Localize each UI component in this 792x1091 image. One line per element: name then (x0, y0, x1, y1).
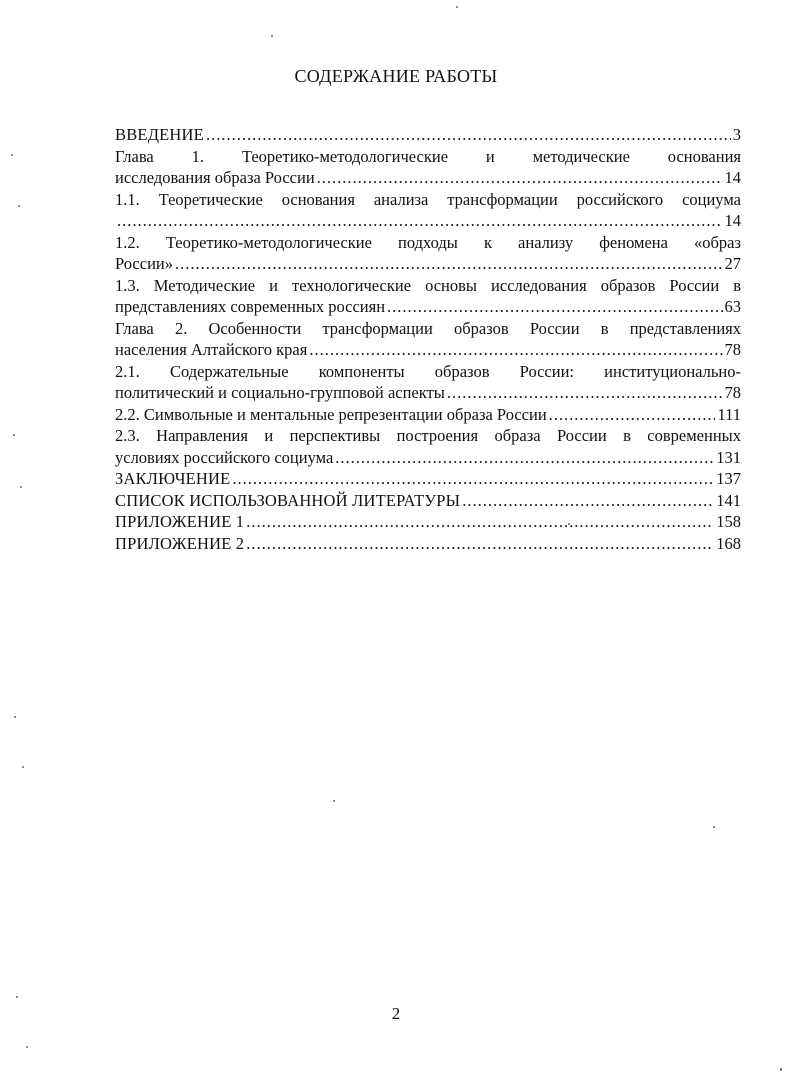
scan-speck (713, 826, 715, 828)
toc-entry-label-line-1: Глава 1. Теоретико-методологические и методические основания (115, 146, 741, 166)
toc-leader-dots (309, 339, 722, 361)
page-number: 2 (391, 1004, 401, 1023)
toc-leader-dots (447, 382, 723, 404)
scan-speck (14, 716, 16, 718)
toc-entry-conclusion (115, 468, 741, 490)
toc-leader-dots (335, 447, 714, 469)
scan-speck (568, 523, 570, 525)
scan-speck (22, 766, 24, 768)
toc-entry-label-line-1: 2.3. Направления и перспективы построения образа России в современных (115, 426, 741, 445)
scan-speck (16, 996, 18, 998)
toc-entry-label: 2.2. Символьные и ментальные репрезентации образа России (115, 404, 547, 424)
toc-entry-chapter-1 (115, 146, 741, 189)
toc-entry-section-2-1 (115, 361, 741, 404)
toc-entry-section-2-2 (115, 404, 741, 426)
scan-speck (26, 1046, 28, 1048)
toc-leader-dots (462, 490, 714, 512)
toc-entry-appendix-1 (115, 511, 741, 533)
toc-leader-dots (175, 253, 723, 275)
toc-leader-dots (317, 167, 723, 189)
scan-speck (780, 1068, 782, 1071)
scan-speck (11, 154, 13, 156)
scan-speck (456, 6, 458, 8)
toc-entry-page: 27 (724, 254, 741, 273)
toc-entry-page: 168 (716, 533, 741, 553)
scan-speck (20, 486, 22, 488)
toc-entry-section-2-3 (115, 425, 741, 468)
toc-entry-page: 14 (724, 211, 741, 230)
toc-leader-dots (232, 468, 714, 490)
scan-speck (333, 800, 335, 802)
toc-entry-label-line-2: условиях российского социума (115, 447, 334, 467)
toc-entry-introduction (115, 124, 741, 146)
toc-entry-label-line-1: 1.3. Методические и технологические основы исследования образов России в (115, 275, 741, 295)
table-of-contents (115, 124, 741, 554)
toc-leader-dots (387, 296, 722, 318)
toc-entry-section-1-2 (115, 232, 741, 275)
toc-entry-label: СПИСОК ИСПОЛЬЗОВАННОЙ ЛИТЕРАТУРЫ (115, 490, 461, 510)
toc-entry-label: ВВЕДЕНИЕ (115, 125, 204, 144)
toc-entry-label-line-2: политический и социально-групповой аспекты (115, 383, 445, 402)
toc-entry-bibliography (115, 490, 741, 512)
toc-entry-label-line-1: 1.2. Теоретико-методологические подходы к анализу феномена «образ (115, 232, 741, 252)
toc-entry-appendix-2 (115, 533, 741, 555)
toc-entry-page: 158 (716, 512, 741, 531)
toc-entry-page: 14 (724, 168, 741, 187)
toc-entry-page: 78 (724, 340, 741, 359)
toc-entry-label-line-2: исследования образа России (115, 168, 315, 187)
toc-entry-page: 141 (716, 490, 741, 510)
toc-entry-label-line-1: 1.1. Теоретические основания анализа трансформации российского социума (115, 189, 741, 209)
toc-entry-page: 3 (732, 125, 741, 144)
toc-entry-label: ПРИЛОЖЕНИЕ 2 (115, 533, 245, 553)
toc-entry-page: 111 (717, 404, 741, 424)
toc-entry-page: 78 (724, 383, 741, 402)
toc-entry-label-line-2: населения Алтайского края (115, 340, 308, 359)
toc-entry-label: ПРИЛОЖЕНИЕ 1 (115, 512, 245, 531)
toc-entry-label-line-2: России» (115, 254, 173, 273)
toc-entry-label-line-2: представлениях современных россиян (115, 297, 386, 316)
toc-entry-section-1-3 (115, 275, 741, 318)
toc-leader-dots (246, 533, 714, 555)
toc-leader-dots (117, 210, 723, 232)
toc-entry-page: 137 (716, 469, 741, 488)
toc-entry-label-line-1: 2.1. Содержательные компоненты образов России: институционально- (115, 361, 741, 381)
toc-entry-chapter-2 (115, 318, 741, 361)
page-title: СОДЕРЖАНИЕ РАБОТЫ (294, 66, 498, 86)
scan-speck (13, 434, 15, 436)
toc-entry-page: 131 (716, 447, 741, 467)
toc-entry-section-1-1 (115, 189, 741, 232)
toc-entry-page: 63 (724, 297, 741, 316)
toc-leader-dots (206, 124, 731, 146)
scan-speck (18, 205, 20, 207)
toc-entry-label: ЗАКЛЮЧЕНИЕ (115, 469, 231, 488)
toc-leader-dots (246, 511, 714, 533)
scan-speck (271, 35, 273, 37)
toc-leader-dots (549, 404, 716, 426)
toc-entry-label-line-1: Глава 2. Особенности трансформации образов России в представлениях (115, 318, 741, 338)
